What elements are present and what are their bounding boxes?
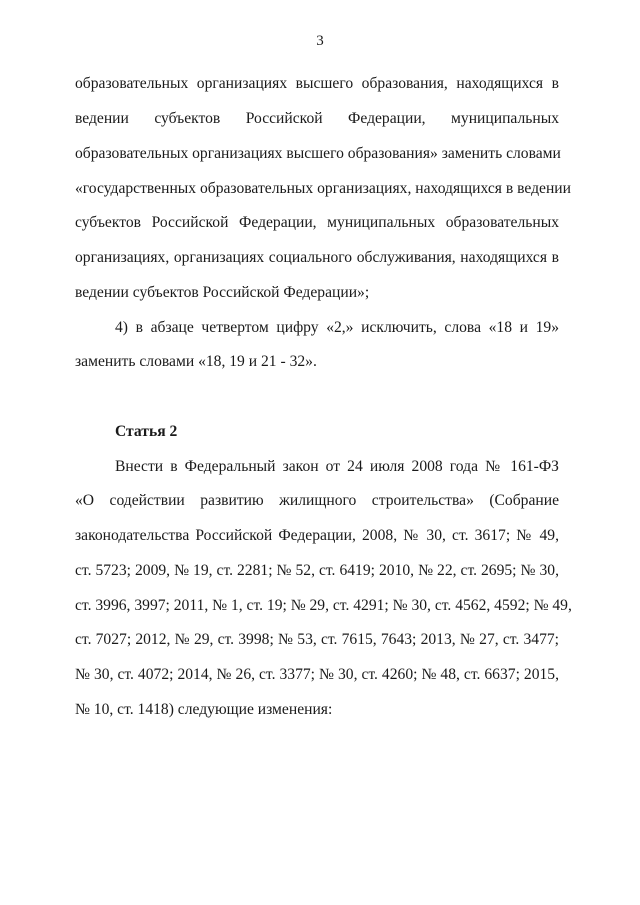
paragraph-2-line: заменить словами «18, 19 и 21 - 32». (75, 353, 317, 370)
article-heading: Статья 2 (115, 423, 178, 440)
paragraph-3-line: ст. 5723; 2009, № 19, ст. 2281; № 52, ст. 6419; 2010, № 22, ст. 2695; № 30, (75, 562, 559, 579)
paragraph-1-line: образовательных организациях высшего образования» заменить словами (75, 145, 561, 162)
paragraph-1-line: образовательных организациях высшего образования, находящихся в (75, 75, 559, 92)
paragraph-3-line: Внести в Федеральный закон от 24 июля 2008 года № 161-ФЗ (115, 458, 559, 475)
paragraph-1-line: ведении субъектов Российской Федерации, муниципальных (75, 110, 559, 127)
paragraph-1-line: организациях, организациях социального обслуживания, находящихся в (75, 249, 559, 266)
paragraph-3-line: ст. 7027; 2012, № 29, ст. 3998; № 53, ст. 7615, 7643; 2013, № 27, ст. 3477; (75, 631, 559, 648)
paragraph-1-line: ведении субъектов Российской Федерации»; (75, 284, 370, 301)
paragraph-3-line: законодательства Российской Федерации, 2008, № 30, ст. 3617; № 49, (75, 527, 559, 544)
paragraph-3-line: «О содействии развитию жилищного строительства» (Собрание (75, 492, 559, 509)
paragraph-2-line: 4) в абзаце четвертом цифру «2,» исключить, слова «18 и 19» (115, 319, 559, 336)
paragraph-3-line: № 30, ст. 4072; 2014, № 26, ст. 3377; № 30, ст. 4260; № 48, ст. 6637; 2015, (75, 666, 559, 683)
paragraph-1-line: «государственных образовательных организациях, находящихся в ведении (75, 180, 571, 197)
paragraph-1-line: субъектов Российской Федерации, муниципальных образовательных (75, 214, 559, 231)
paragraph-3-line: ст. 3996, 3997; 2011, № 1, ст. 19; № 29, ст. 4291; № 30, ст. 4562, 4592; № 49, (75, 597, 572, 614)
paragraph-3-line: № 10, ст. 1418) следующие изменения: (75, 701, 333, 718)
page-number: 3 (316, 33, 324, 49)
